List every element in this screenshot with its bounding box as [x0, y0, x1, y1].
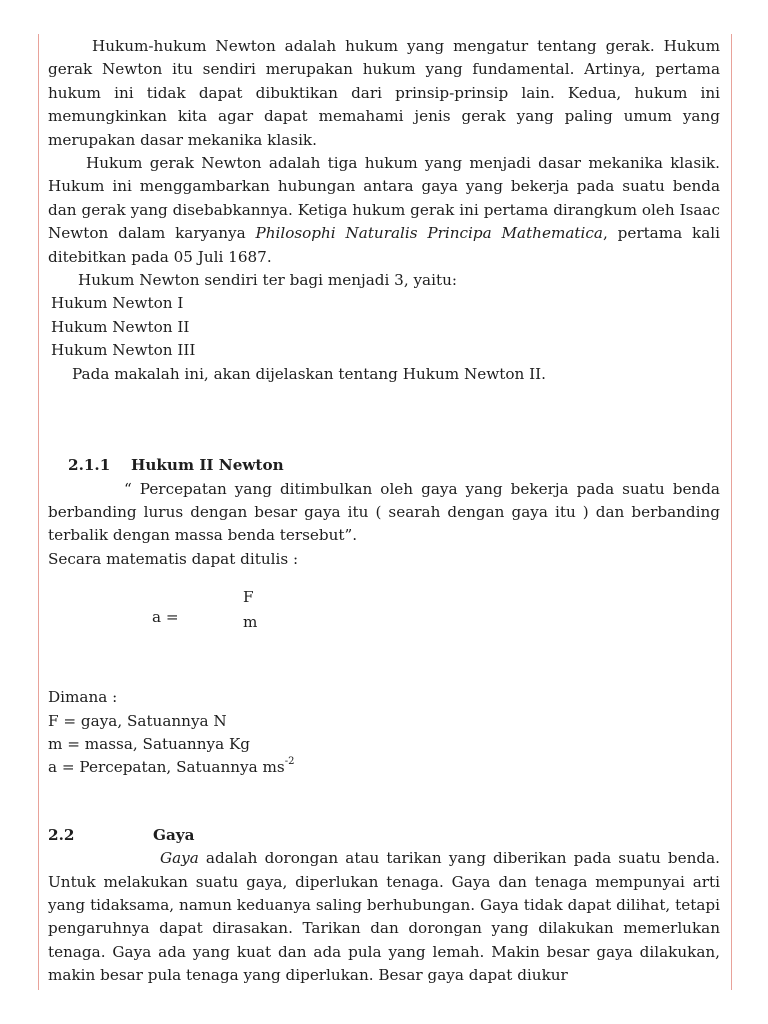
formula-denominator: m: [243, 613, 258, 632]
right-margin-line: [731, 34, 732, 990]
section-heading-2-2: [48, 824, 720, 847]
intro-paragraph-4: Pada makalah ini, akan dijelaskan tentang Hukum Newton II.: [72, 364, 546, 383]
book-title: Philosophi Naturalis Principa Mathematica: [255, 224, 603, 243]
list-item-newton-2: Hukum Newton II: [51, 317, 190, 336]
where-acceleration-text: a = Percepatan, Satuannya ms: [48, 758, 285, 777]
gaya-paragraph: [48, 847, 720, 987]
formula: [48, 586, 720, 686]
gaya-term: Gaya: [160, 849, 199, 868]
intro-paragraph-1: Hukum-hukum Newton adalah hukum yang mengatur tentang gerak. Hukum gerak Newton itu sendiri merupakan hukum yang fundamental. Artinya, pertama hukum ini tidak dapat dibuktikan dari prinsip-prinsip lain. Kedua, hukum ini memungkinkan kita agar dapat memahami jenis gerak yang paling umum yang merupakan dasar mekanika klasik.: [48, 37, 720, 149]
intro-paragraph-2-text-a: Hukum gerak Newton adalah tiga hukum yang menjadi dasar mekanika klasik. Hukum ini menggambarkan hubungan antara gaya yang bekerja pada suatu benda dan gerak yang disebabkannya. Ketiga hukum gerak ini pertama dirangkum oleh Isaac Newton dalam karyanya: [48, 154, 720, 243]
left-margin-line: [38, 34, 39, 990]
document-page: [48, 35, 720, 988]
newton-2-quote: “ Percepatan yang ditimbulkan oleh gaya yang bekerja pada suatu benda berbanding lurus dengan besar gaya itu ( searah dengan gaya itu ) dan berbanding terbalik dengan massa benda tersebut”.: [48, 479, 720, 545]
formula-lhs: a =: [152, 608, 179, 627]
list-item-newton-3: Hukum Newton III: [51, 341, 196, 360]
math-intro: Secara matematis dapat ditulis :: [48, 549, 299, 568]
intro-paragraph-2: [48, 152, 720, 269]
where-mass: m = massa, Satuannya Kg: [48, 734, 251, 753]
section-heading-2-1-1: [48, 454, 720, 477]
intro-paragraph-2-text-b: , pertama kali ditebitkan pada 05 Juli 1687.: [48, 224, 721, 266]
section-title: Gaya: [153, 825, 195, 844]
gaya-text: adalah dorongan atau tarikan yang diberikan pada suatu benda. Untuk melakukan suatu gaya, diperlukan tenaga. Gaya dan tenaga mempunyai arti yang tidaksama, namun keduanya saling berhubungan. Gaya tidak dapat dilihat, tetapi pengaruhnya dapat dirasakan. Tarikan dan dorongan yang dilakukan memerlukan tenaga. Gaya ada yang kuat dan ada pula yang lemah. Makin besar gaya dilakukan, makin besar pula tenaga yang diperlukan. Besar gaya dapat diukur: [48, 849, 720, 985]
formula-numerator: F: [243, 588, 254, 607]
exponent: -2: [284, 756, 295, 768]
where-force: F = gaya, Satuannya N: [48, 711, 227, 730]
section-number: 2.1.1: [68, 456, 111, 475]
where-label: Dimana :: [48, 688, 118, 707]
section-number: 2.2: [48, 825, 75, 844]
section-title: Hukum II Newton: [131, 456, 284, 475]
list-item-newton-1: Hukum Newton I: [51, 294, 184, 313]
where-acceleration: [48, 756, 720, 779]
intro-paragraph-3: Hukum Newton sendiri ter bagi menjadi 3, yaitu:: [78, 271, 457, 290]
